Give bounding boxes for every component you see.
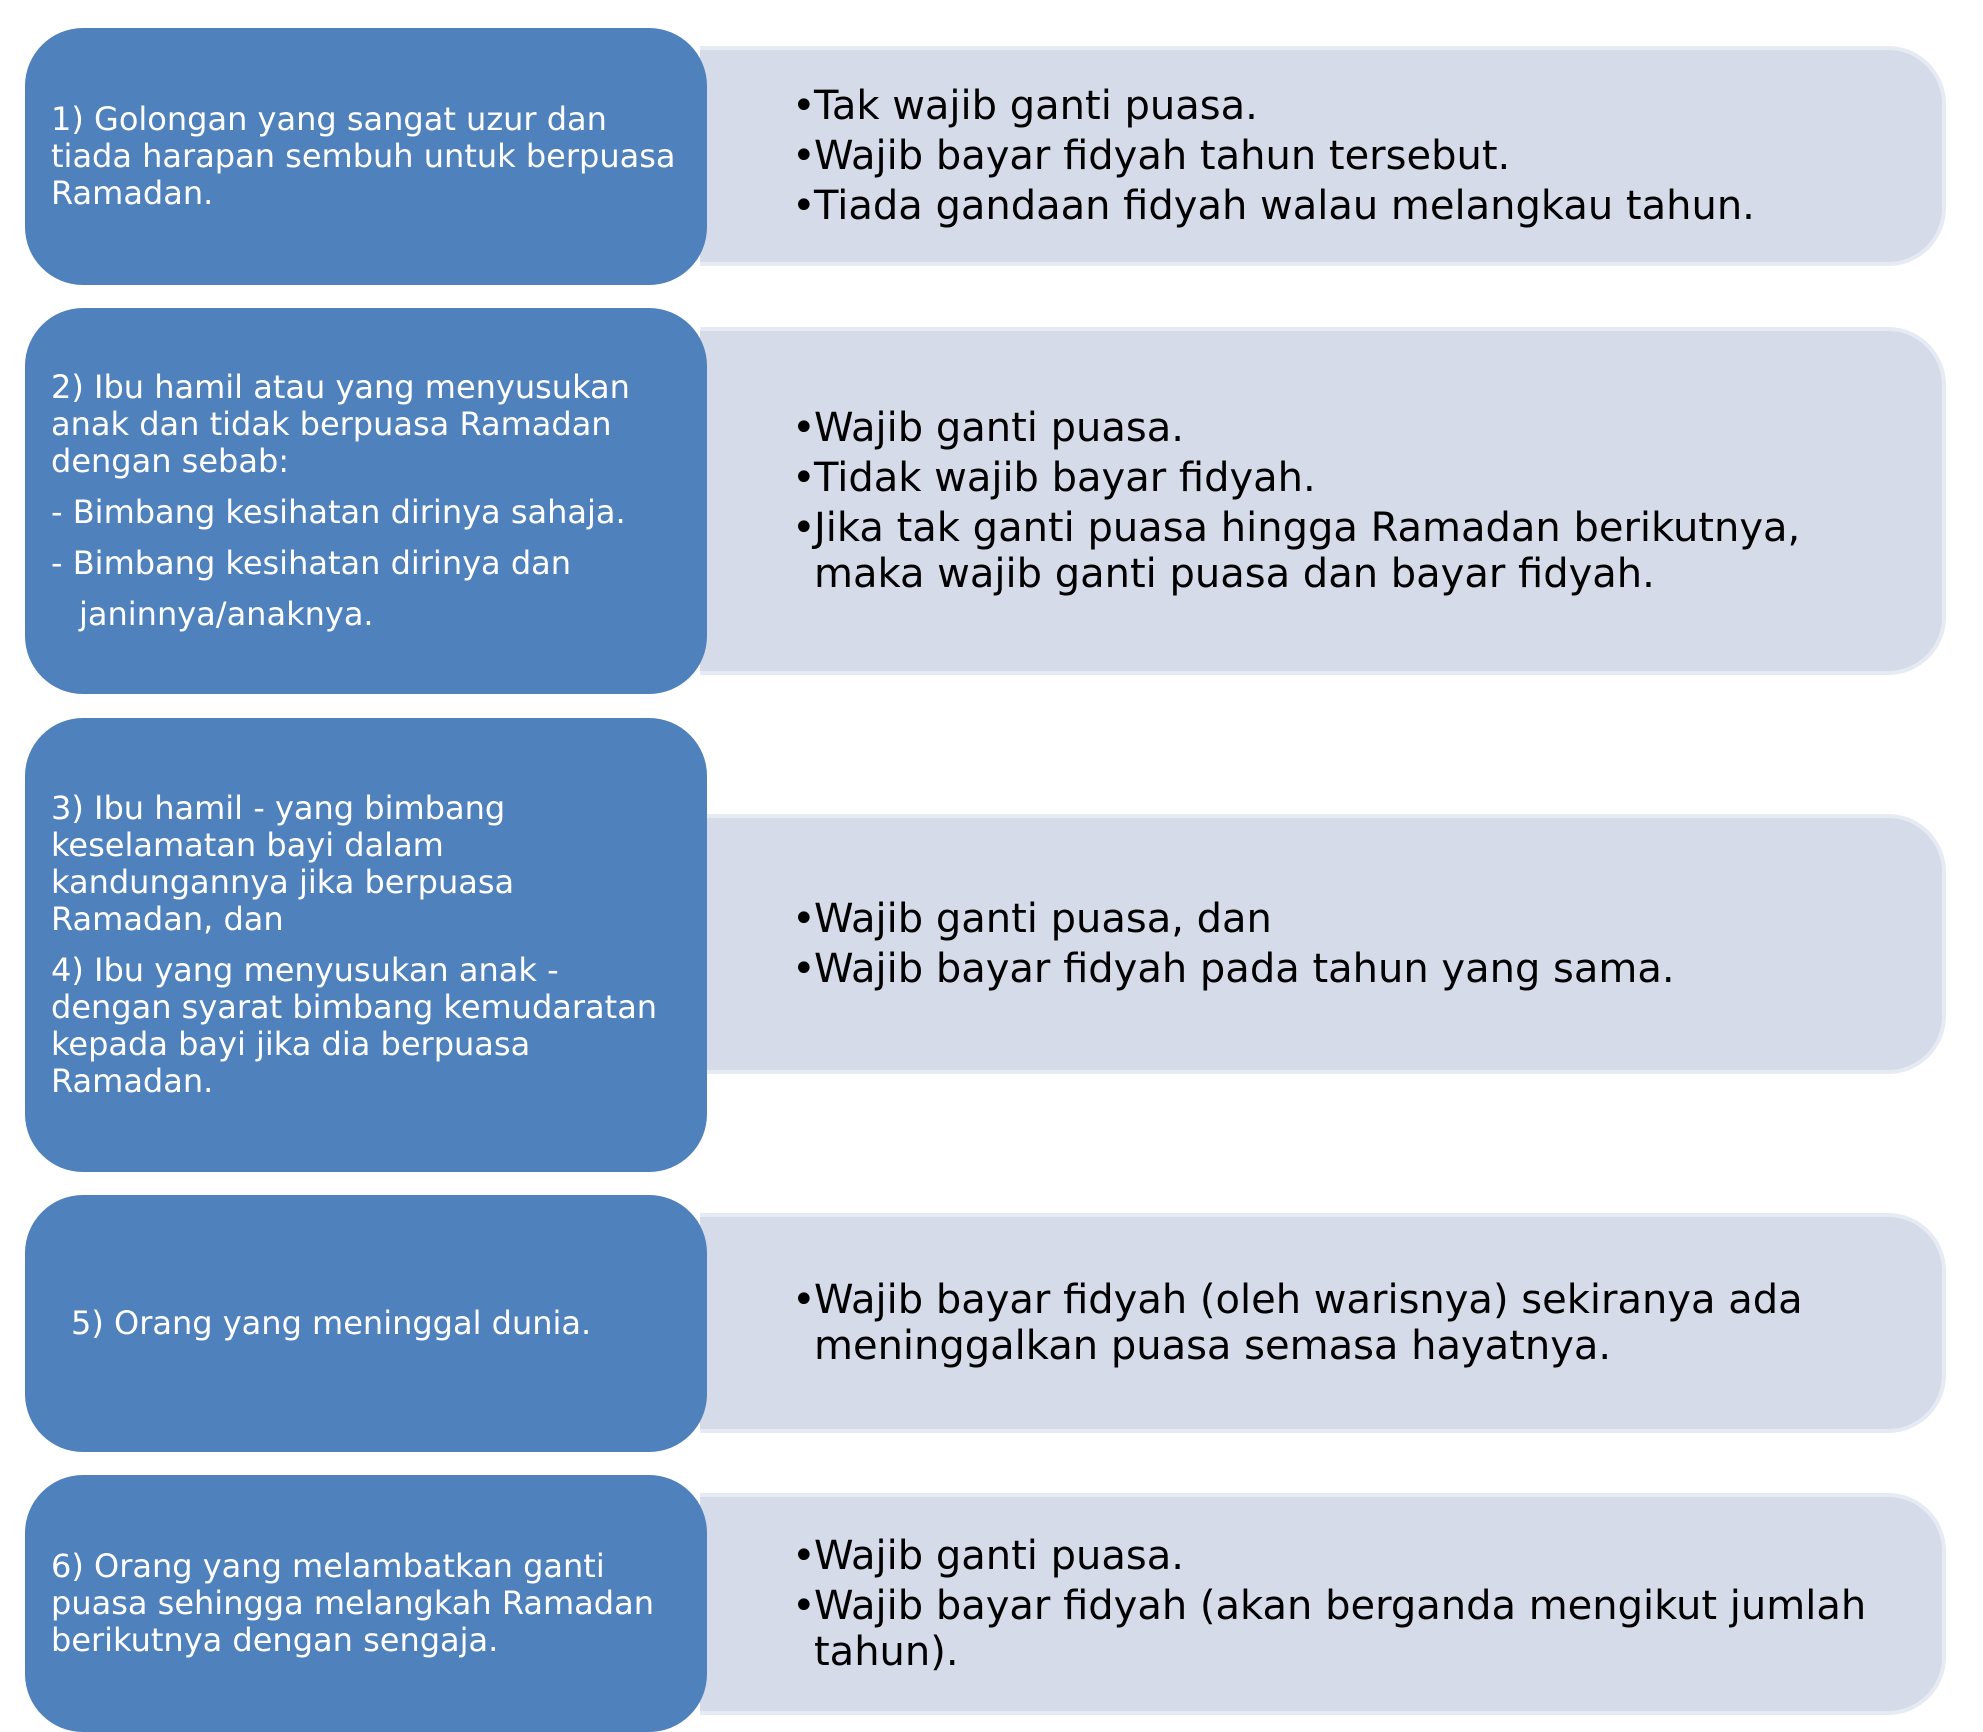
bullet-item: • Wajib bayar fidyah (oleh warisnya) sekiranya ada meninggalkan puasa semasa hayatnya. — [796, 1277, 1902, 1369]
bullet-list — [796, 401, 1902, 601]
bullet-item: • Wajib ganti puasa. — [796, 1533, 1902, 1579]
bullet-item: • Jika tak ganti puasa hingga Ramadan berikutnya, maka wajib ganti puasa dan bayar fidyah. — [796, 505, 1902, 597]
category-text: 3) Ibu hamil - yang bimbang keselamatan bayi dalam kandungannya jika berpuasa Ramadan, dan — [51, 789, 515, 938]
bullet-list — [796, 79, 1902, 233]
category-text: 4) Ibu yang menyusukan anak - dengan syarat bimbang kemudaratan kepada bayi jika dia berpuasa Ramadan. — [51, 951, 658, 1100]
bullet-item: • Wajib bayar fidyah tahun tersebut. — [796, 133, 1902, 179]
category-subpoint: - Bimbang kesihatan dirinya sahaja. — [51, 493, 626, 531]
description-box-1 — [700, 46, 1946, 266]
bullet-list — [796, 1273, 1902, 1373]
category-text: 5) Orang yang meninggal dunia. — [71, 1304, 592, 1342]
category-box-2 — [25, 308, 707, 694]
category-text: 2) Ibu hamil atau yang menyusukan anak dan tidak berpuasa Ramadan dengan sebab: — [51, 368, 630, 480]
bullet-item: • Wajib bayar fidyah pada tahun yang sama. — [796, 946, 1902, 992]
bullet-item: • Tidak wajib bayar fidyah. — [796, 455, 1902, 501]
category-box-4 — [25, 1195, 707, 1452]
bullet-item: • Tak wajib ganti puasa. — [796, 83, 1902, 129]
bullet-item: • Wajib ganti puasa. — [796, 405, 1902, 451]
category-text: 6) Orang yang melambatkan ganti puasa sehingga melangkah Ramadan berikutnya dengan sengaja. — [51, 1547, 654, 1659]
description-box-4 — [700, 1213, 1946, 1433]
category-box-5 — [25, 1475, 707, 1732]
bullet-item: • Wajib bayar fidyah (akan berganda mengikut jumlah tahun). — [796, 1583, 1902, 1675]
bullet-list — [796, 892, 1902, 996]
description-box-2 — [700, 327, 1946, 675]
category-box-1 — [25, 28, 707, 285]
category-box-3 — [25, 718, 707, 1172]
bullet-item: • Wajib ganti puasa, dan — [796, 896, 1902, 942]
bullet-item: • Tiada gandaan fidyah walau melangkau tahun. — [796, 183, 1902, 229]
bullet-list — [796, 1529, 1902, 1679]
category-subpoint: - Bimbang kesihatan dirinya dan — [51, 544, 572, 582]
category-text: 1) Golongan yang sangat uzur dan tiada harapan sembuh untuk berpuasa Ramadan. — [51, 100, 676, 212]
description-box-5 — [700, 1493, 1946, 1715]
category-subpoint-continued: janinnya/anaknya. — [79, 595, 374, 633]
description-box-3 — [700, 814, 1946, 1074]
